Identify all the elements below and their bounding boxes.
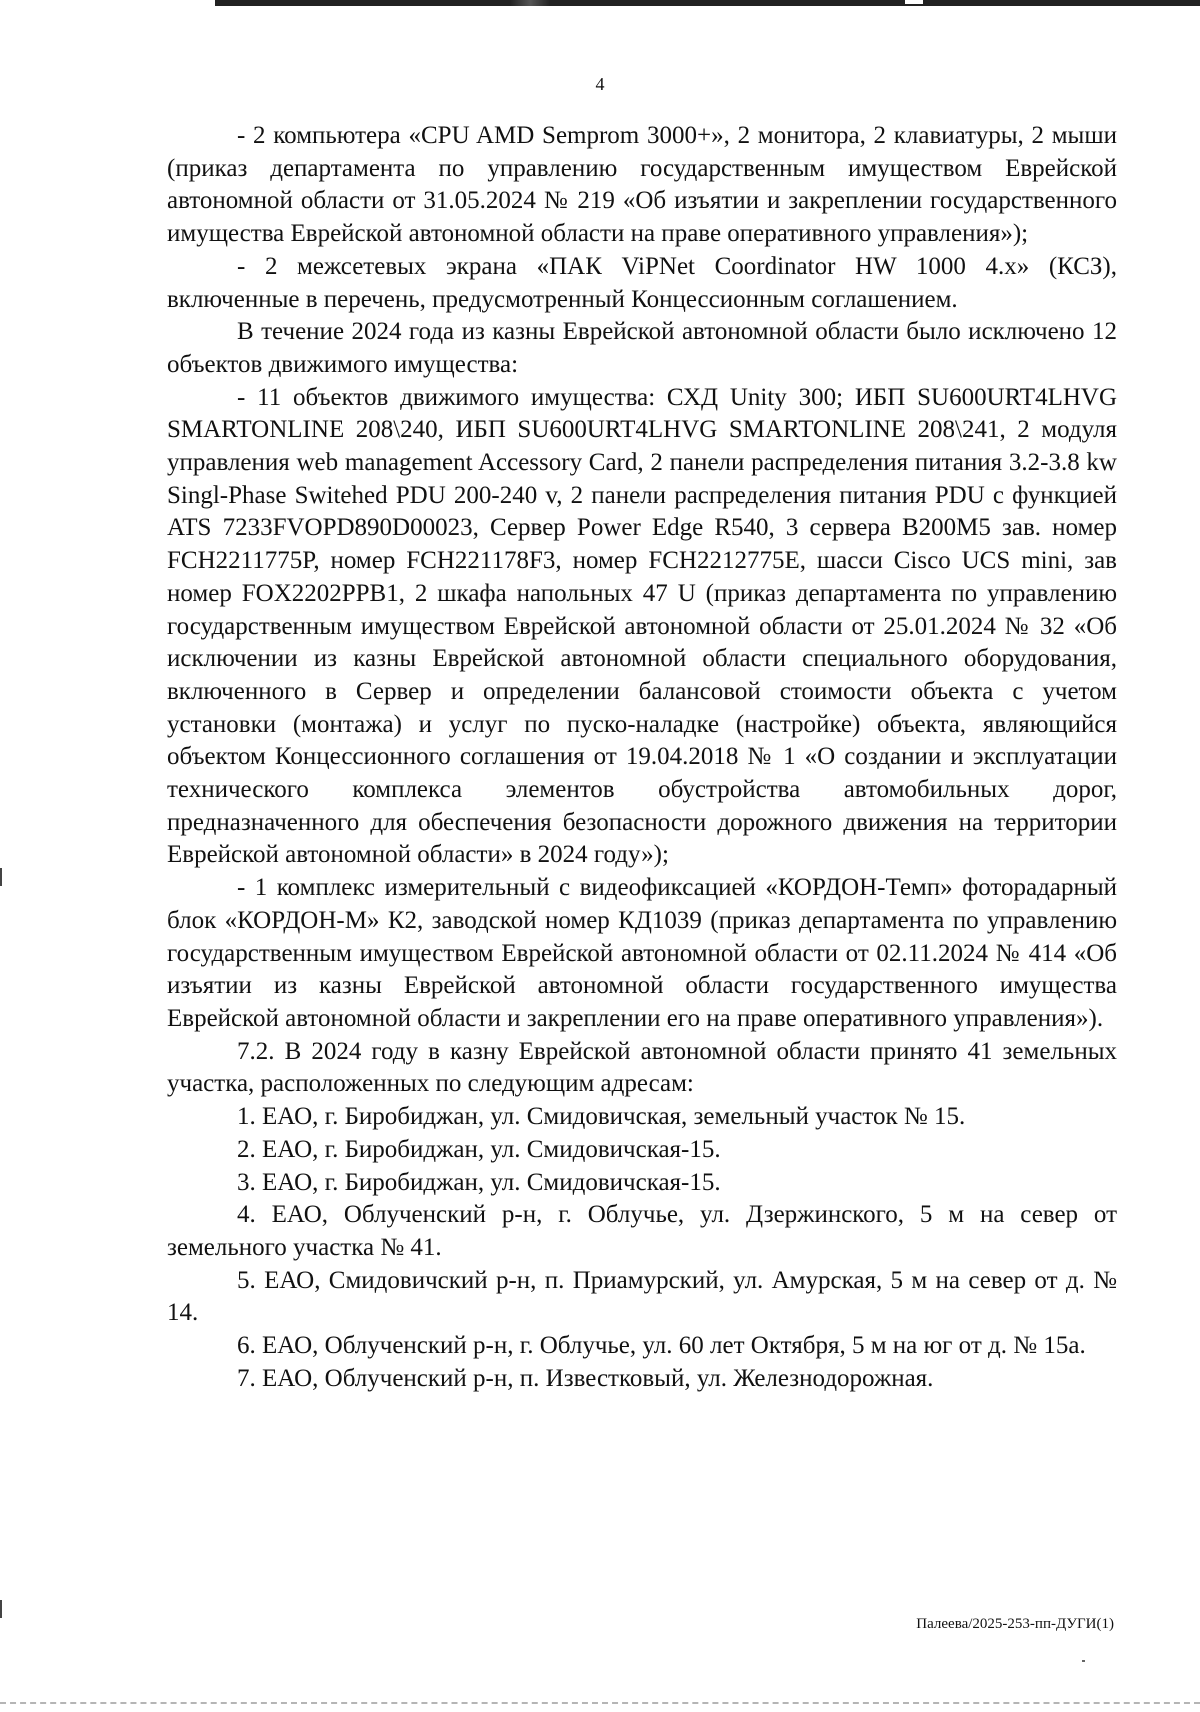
scan-bottom-edge xyxy=(0,1702,1200,1704)
document-body xyxy=(167,120,1117,1395)
scan-top-gap xyxy=(905,0,923,4)
address-item: 7. ЕАО, Облученский р-н, п. Известковый, ул. Железнодорожная. xyxy=(237,1364,934,1392)
page-number: 4 xyxy=(595,74,605,94)
document-reference: Палеева/2025-253-пп-ДУГИ(1) xyxy=(916,1616,1114,1632)
paragraph-computers: - 2 компьютера «CPU AMD Semprom 3000+», 2 монитора, 2 клавиатуры, 2 мыши (приказ департамента по управлению государственным имуществом Еврейской автономной области от 31.05.2024 № 219 «Об изъятии и закреплении государственного имущества Еврейской автономной области на праве оперативного управления»); xyxy=(167,122,1117,248)
address-item: 5. ЕАО, Смидовичский р-н, п. Приамурский, ул. Амурская, 5 м на север от д. № 14. xyxy=(167,1266,1117,1327)
address-item: 4. ЕАО, Облученский р-н, г. Облучье, ул. Дзержинского, 5 м на север от земельного участка № 41. xyxy=(167,1201,1117,1261)
address-item: 2. ЕАО, г. Биробиджан, ул. Смидовичская-15. xyxy=(237,1135,721,1163)
paragraph-firewalls: - 2 межсетевых экрана «ПАК ViPNet Coordinator HW 1000 4.x» (КСЗ), включенные в перечень, предусмотренный Концессионным соглашением. xyxy=(167,252,1117,313)
address-item: 1. ЕАО, г. Биробиджан, ул. Смидовичская, земельный участок № 15. xyxy=(237,1103,966,1131)
paragraph-excluded-intro: В течение 2024 года из казны Еврейской автономной области было исключено 12 объектов движимого имущества: xyxy=(167,318,1117,378)
scan-side-mark xyxy=(0,1600,2,1618)
address-item: 6. ЕАО, Облученский р-н, г. Облучье, ул. 60 лет Октября, 5 м на юг от д. № 15а. xyxy=(237,1332,1086,1360)
address-item: 3. ЕАО, г. Биробиджан, ул. Смидовичская-15. xyxy=(237,1168,721,1196)
paragraph-kordon-complex: - 1 комплекс измерительный с видеофиксацией «КОРДОН-Темп» фоторадарный блок «КОРДОН-М» К2, заводской номер КД1039 (приказ департамента по управлению государственным имуществом Еврейской автономной области от 02.11.2024 № 414 «Об изъятии из казны Еврейской автономной области государственного имущества Еврейской автономной области и закреплении его на праве оперативного управления»). xyxy=(167,874,1117,1032)
scan-top-edge xyxy=(215,0,1200,6)
paragraph-excluded-11-items: - 11 объектов движимого имущества: СХД Unity 300; ИБП SU600URT4LHVG SMARTONLINE 208\240, ИБП SU600URT4LHVG SMARTONLINE 208\241, 2 модуля управления web management Accessory Card, 2 панели распределения питания 3.2-3.8 kw Singl-Phase Switehed PDU 200-240 v, 2 панели распределения питания PDU с функцией ATS 7233FVOPD890D00023, Сервер Power Edge R540, 3 сервера B200M5 зав. номер FCH2211775P, номер FCH221178F3, номер FCH2212775E, шасси Cisco UCS mini, зав номер FOX2202PPB1, 2 шкафа напольных 47 U (приказ департамента по управлению государственным имуществом Еврейской автономной области от 25.01.2024 № 32 «Об исключении из казны Еврейской автономной области специального оборудования, включенного в Сервер и определении балансовой стоимости объекта с учетом установки (монтажа) и услуг по пуско-наладке (настройке) объекта, являющийся объектом Концессионного соглашения от 19.04.2018 № 1 «О создании и эксплуатации технического комплекса элементов обустройства автомобильных дорог, предназначенного для обеспечения безопасности дорожного движения на территории Еврейской автономной области» в 2024 году»); xyxy=(167,383,1117,869)
paragraph-land-plots-intro: 7.2. В 2024 году в казну Еврейской автономной области принято 41 земельных участка, расположенных по следующим адресам: xyxy=(167,1037,1117,1098)
scan-speck xyxy=(1082,1660,1085,1662)
scan-side-mark xyxy=(0,868,2,886)
